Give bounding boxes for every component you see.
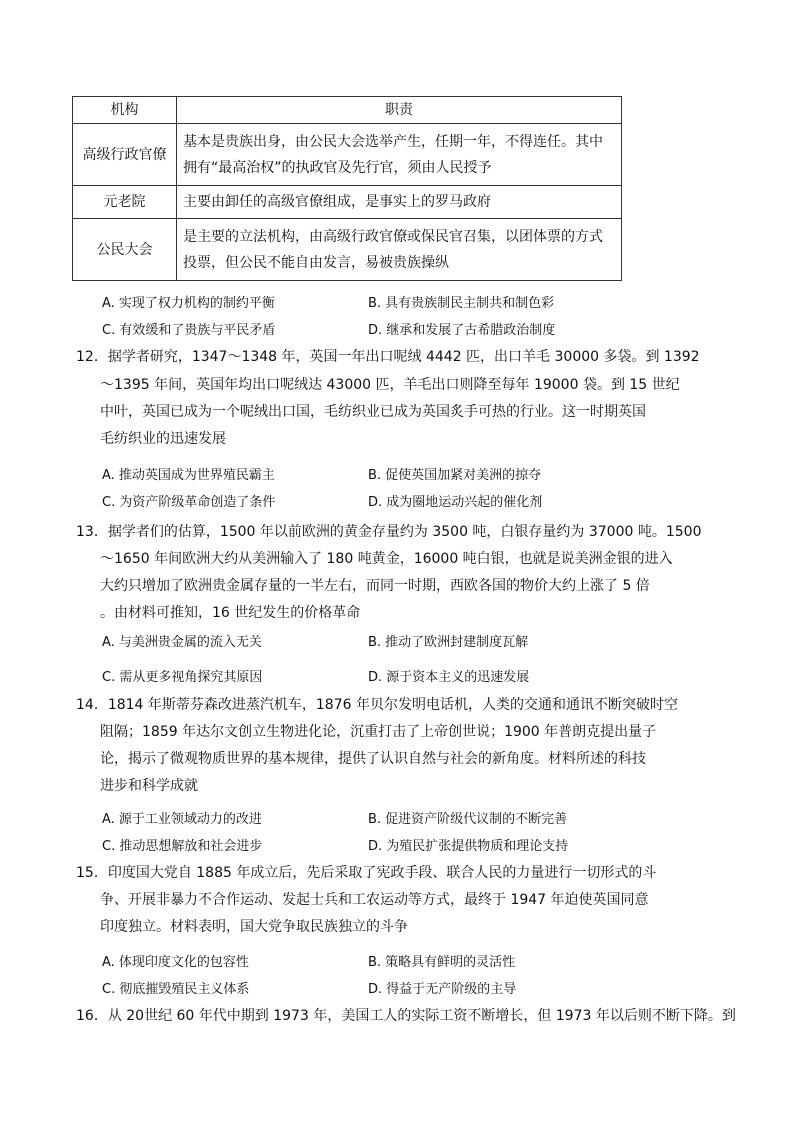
table-row <box>73 186 622 219</box>
table-row <box>73 124 622 186</box>
option-c[interactable]: C. 需从更多视角探究其原因 <box>102 670 263 685</box>
table-row <box>73 219 622 281</box>
option-a[interactable]: A. 体现印度文化的包容性 <box>102 955 249 970</box>
table-header-row <box>73 97 622 124</box>
question-14-line: 论，揭示了微观物质世界的基本规律，提供了认识自然与社会的新角度。材料所述的科技 <box>100 751 646 767</box>
question-12-line: 中叶，英国已成为一个呢绒出口国，毛纺织业已成为英国炙手可热的行业。这一时期英国 <box>100 404 646 420</box>
question-14-line: 14．1814 年斯蒂芬森改进蒸汽机车，1876 年贝尔发明电话机，人类的交通和通讯不断突破时空 <box>76 697 678 713</box>
table-cell-duty: 主要由卸任的高级官僚组成，是事实上的罗马政府 <box>177 186 622 219</box>
option-c[interactable]: C. 有效缓和了贵族与平民矛盾 <box>102 323 276 338</box>
option-d[interactable]: D. 源于资本主义的迅速发展 <box>368 670 530 685</box>
question-15-line: 印度独立。材料表明，国大党争取民族独立的斗争 <box>100 919 408 935</box>
question-15-line: 争、开展非暴力不合作运动、发起士兵和工农运动等方式，最终于 1947 年迫使英国同意 <box>100 892 649 908</box>
option-b[interactable]: B. 促进资产阶级代议制的不断完善 <box>368 812 568 827</box>
option-c[interactable]: C. 推动思想解放和社会进步 <box>102 839 263 854</box>
option-d[interactable]: D. 继承和发展了古希腊政治制度 <box>368 323 556 338</box>
question-16-line: 16．从 20世纪 60 年代中期到 1973 年，美国工人的实际工资不断增长，但 1973 年以后则不断下降。到 <box>76 1008 736 1024</box>
table-cell-institution: 公民大会 <box>73 219 177 281</box>
option-b[interactable]: B. 策略具有鲜明的灵活性 <box>368 955 516 970</box>
table-cell-duty: 是主要的立法机构，由高级行政官僚或保民官召集，以团体票的方式投票，但公民不能自由发言，易被贵族操纵 <box>177 219 622 281</box>
table-cell-duty: 基本是贵族出身，由公民大会选举产生，任期一年，不得连任。其中拥有“最高治权”的执政官及先行官，须由人民授予 <box>177 124 622 186</box>
option-d[interactable]: D. 为殖民扩张提供物质和理论支持 <box>368 839 569 854</box>
question-12-line: ～1395 年间，英国年均出口呢绒达 43000 匹，羊毛出口则降至每年 19000 袋。到 15 世纪 <box>100 377 680 393</box>
question-13-line: 大约只增加了欧洲贵金属存量的一半左右，而同一时期，西欧各国的物价大约上涨了 5 倍 <box>100 578 650 594</box>
option-c[interactable]: C. 彻底摧毁殖民主义体系 <box>102 982 250 997</box>
option-d[interactable]: D. 成为圈地运动兴起的催化剂 <box>368 495 543 510</box>
table-cell-institution: 元老院 <box>73 186 177 219</box>
table-cell-institution: 高级行政官僚 <box>73 124 177 186</box>
option-a[interactable]: A. 与美洲贵金属的流入无关 <box>102 635 262 650</box>
question-13-line: 。由材料可推知，16 世纪发生的价格革命 <box>100 605 361 621</box>
option-d[interactable]: D. 得益于无产阶级的主导 <box>368 982 517 997</box>
table-header-cell: 职责 <box>177 97 622 124</box>
roman-institutions-table <box>72 96 622 281</box>
option-b[interactable]: B. 具有贵族制民主制共和制色彩 <box>368 296 555 311</box>
question-12-line: 毛纺织业的迅速发展 <box>100 431 226 447</box>
option-c[interactable]: C. 为资产阶级革命创造了条件 <box>102 495 276 510</box>
table-header-cell: 机构 <box>73 97 177 124</box>
question-14-line: 进步和科学成就 <box>100 778 198 794</box>
option-a[interactable]: A. 源于工业领域动力的改进 <box>102 812 262 827</box>
option-b[interactable]: B. 促使英国加紧对美洲的掠夺 <box>368 468 542 483</box>
question-15-line: 15．印度国大党自 1885 年成立后，先后采取了宪政手段、联合人民的力量进行一切形式的斗 <box>76 865 657 881</box>
question-13-line: 13．据学者们的估算，1500 年以前欧洲的黄金存量约为 3500 吨，白银存量约为 37000 吨。1500 <box>76 524 702 540</box>
question-13-line: ～1650 年间欧洲大约从美洲输入了 180 吨黄金，16000 吨白银，也就是说美洲金银的进入 <box>100 551 673 567</box>
option-b[interactable]: B. 推动了欧洲封建制度瓦解 <box>368 635 529 650</box>
question-12-line: 12．据学者研究，1347～1348 年，英国一年出口呢绒 4442 匹，出口羊毛 30000 多袋。到 1392 <box>76 349 700 365</box>
question-14-line: 阻隔；1859 年达尔文创立生物进化论，沉重打击了上帝创世说；1900 年普朗克提出量子 <box>100 724 657 740</box>
option-a[interactable]: A. 实现了权力机构的制约平衡 <box>102 296 275 311</box>
option-a[interactable]: A. 推动英国成为世界殖民霸主 <box>102 468 275 483</box>
